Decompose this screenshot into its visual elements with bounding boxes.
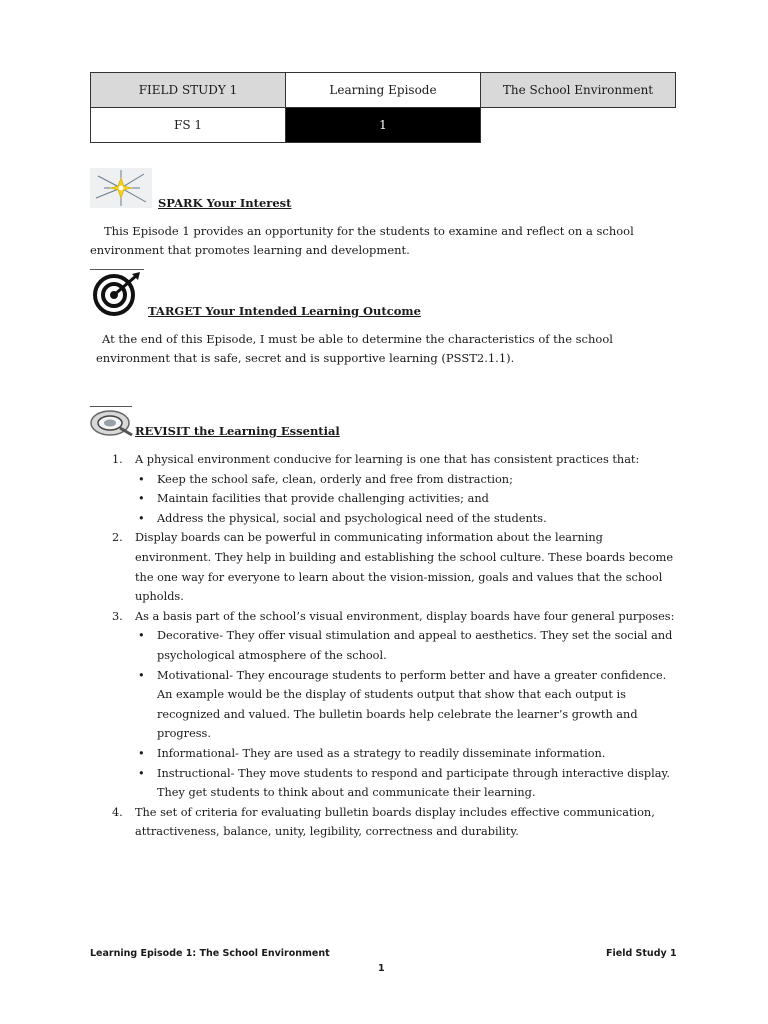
list-item bbox=[112, 803, 682, 842]
bullet-item: • Instructional- They move students to respond and participate through interactive display. They get students to think about and communicate their learning. bbox=[112, 764, 682, 803]
spark-icon bbox=[90, 168, 152, 208]
header-row bbox=[91, 108, 676, 143]
page-number: 1 bbox=[378, 963, 385, 974]
list-item bbox=[112, 607, 682, 627]
bullet-item: • Maintain facilities that provide challenging activities; and bbox=[112, 489, 682, 509]
header-cell-empty bbox=[481, 108, 676, 143]
header-cell-episode-label: Learning Episode bbox=[286, 73, 481, 108]
revisit-list bbox=[112, 450, 682, 842]
footer-course-name: Field Study 1 bbox=[606, 948, 677, 959]
revisit-divider bbox=[90, 406, 132, 407]
target-icon bbox=[92, 272, 142, 316]
bullet-list bbox=[112, 626, 682, 802]
bullet-list bbox=[112, 470, 682, 529]
list-item bbox=[112, 450, 682, 470]
target-divider bbox=[90, 269, 144, 270]
list-item-text: A physical environment conducive for learning is one that has consistent practices that: bbox=[135, 453, 640, 466]
header-cell-episode-number: 1 bbox=[286, 108, 481, 143]
header-table bbox=[90, 72, 676, 143]
revisit-title: REVISIT the Learning Essential bbox=[135, 424, 340, 438]
list-item-number: 3. bbox=[112, 609, 123, 623]
header-cell-code: FS 1 bbox=[91, 108, 286, 143]
list-item-text: The set of criteria for evaluating bulletin boards display includes effective communication, attractiveness, balance, unity, legibility, correctness and durability. bbox=[135, 805, 655, 839]
spark-text: This Episode 1 provides an opportunity for the students to examine and reflect on a school environment that promotes learning and development. bbox=[90, 224, 634, 257]
header-cell-course: FIELD STUDY 1 bbox=[91, 73, 286, 108]
list-item-text: Display boards can be powerful in communicating information about the learning environment. They help in building and establishing the school culture. These boards become the one way for everyone to learn about the vision-mission, goals and values that the school upholds. bbox=[135, 531, 674, 604]
bullet-item: • Keep the school safe, clean, orderly and free from distraction; bbox=[112, 470, 682, 490]
list-item-number: 1. bbox=[112, 453, 123, 466]
footer-episode-title: Learning Episode 1: The School Environment bbox=[90, 948, 330, 959]
list-item bbox=[112, 528, 682, 606]
list-item-number: 4. bbox=[112, 805, 123, 819]
target-title: TARGET Your Intended Learning Outcome bbox=[148, 304, 421, 318]
list-item-number: 2. bbox=[112, 531, 123, 545]
header-cell-episode-title: The School Environment bbox=[481, 73, 676, 108]
header-row bbox=[91, 73, 676, 108]
magnifier-icon bbox=[90, 408, 134, 438]
list-item-text: As a basis part of the school’s visual environment, display boards have four general purposes: bbox=[135, 609, 675, 623]
bullet-item: • Decorative- They offer visual stimulation and appeal to aesthetics. They set the social and psychological atmosphere of the school. bbox=[112, 626, 682, 665]
bullet-item: • Motivational- They encourage students to perform better and have a greater confidence. An example would be the display of students output that show that each output is recognized and valued. The bulletin boards help celebrate the learner’s growth and progress. bbox=[112, 666, 682, 744]
bullet-item: • Informational- They are used as a strategy to readily disseminate information. bbox=[112, 744, 682, 764]
bullet-item: • Address the physical, social and psychological need of the students. bbox=[112, 509, 682, 529]
target-text: At the end of this Episode, I must be able to determine the characteristics of the school environment that is safe, secret and is supportive learning (PSST2.1.1). bbox=[96, 332, 613, 365]
spark-title: SPARK Your Interest bbox=[158, 196, 292, 210]
